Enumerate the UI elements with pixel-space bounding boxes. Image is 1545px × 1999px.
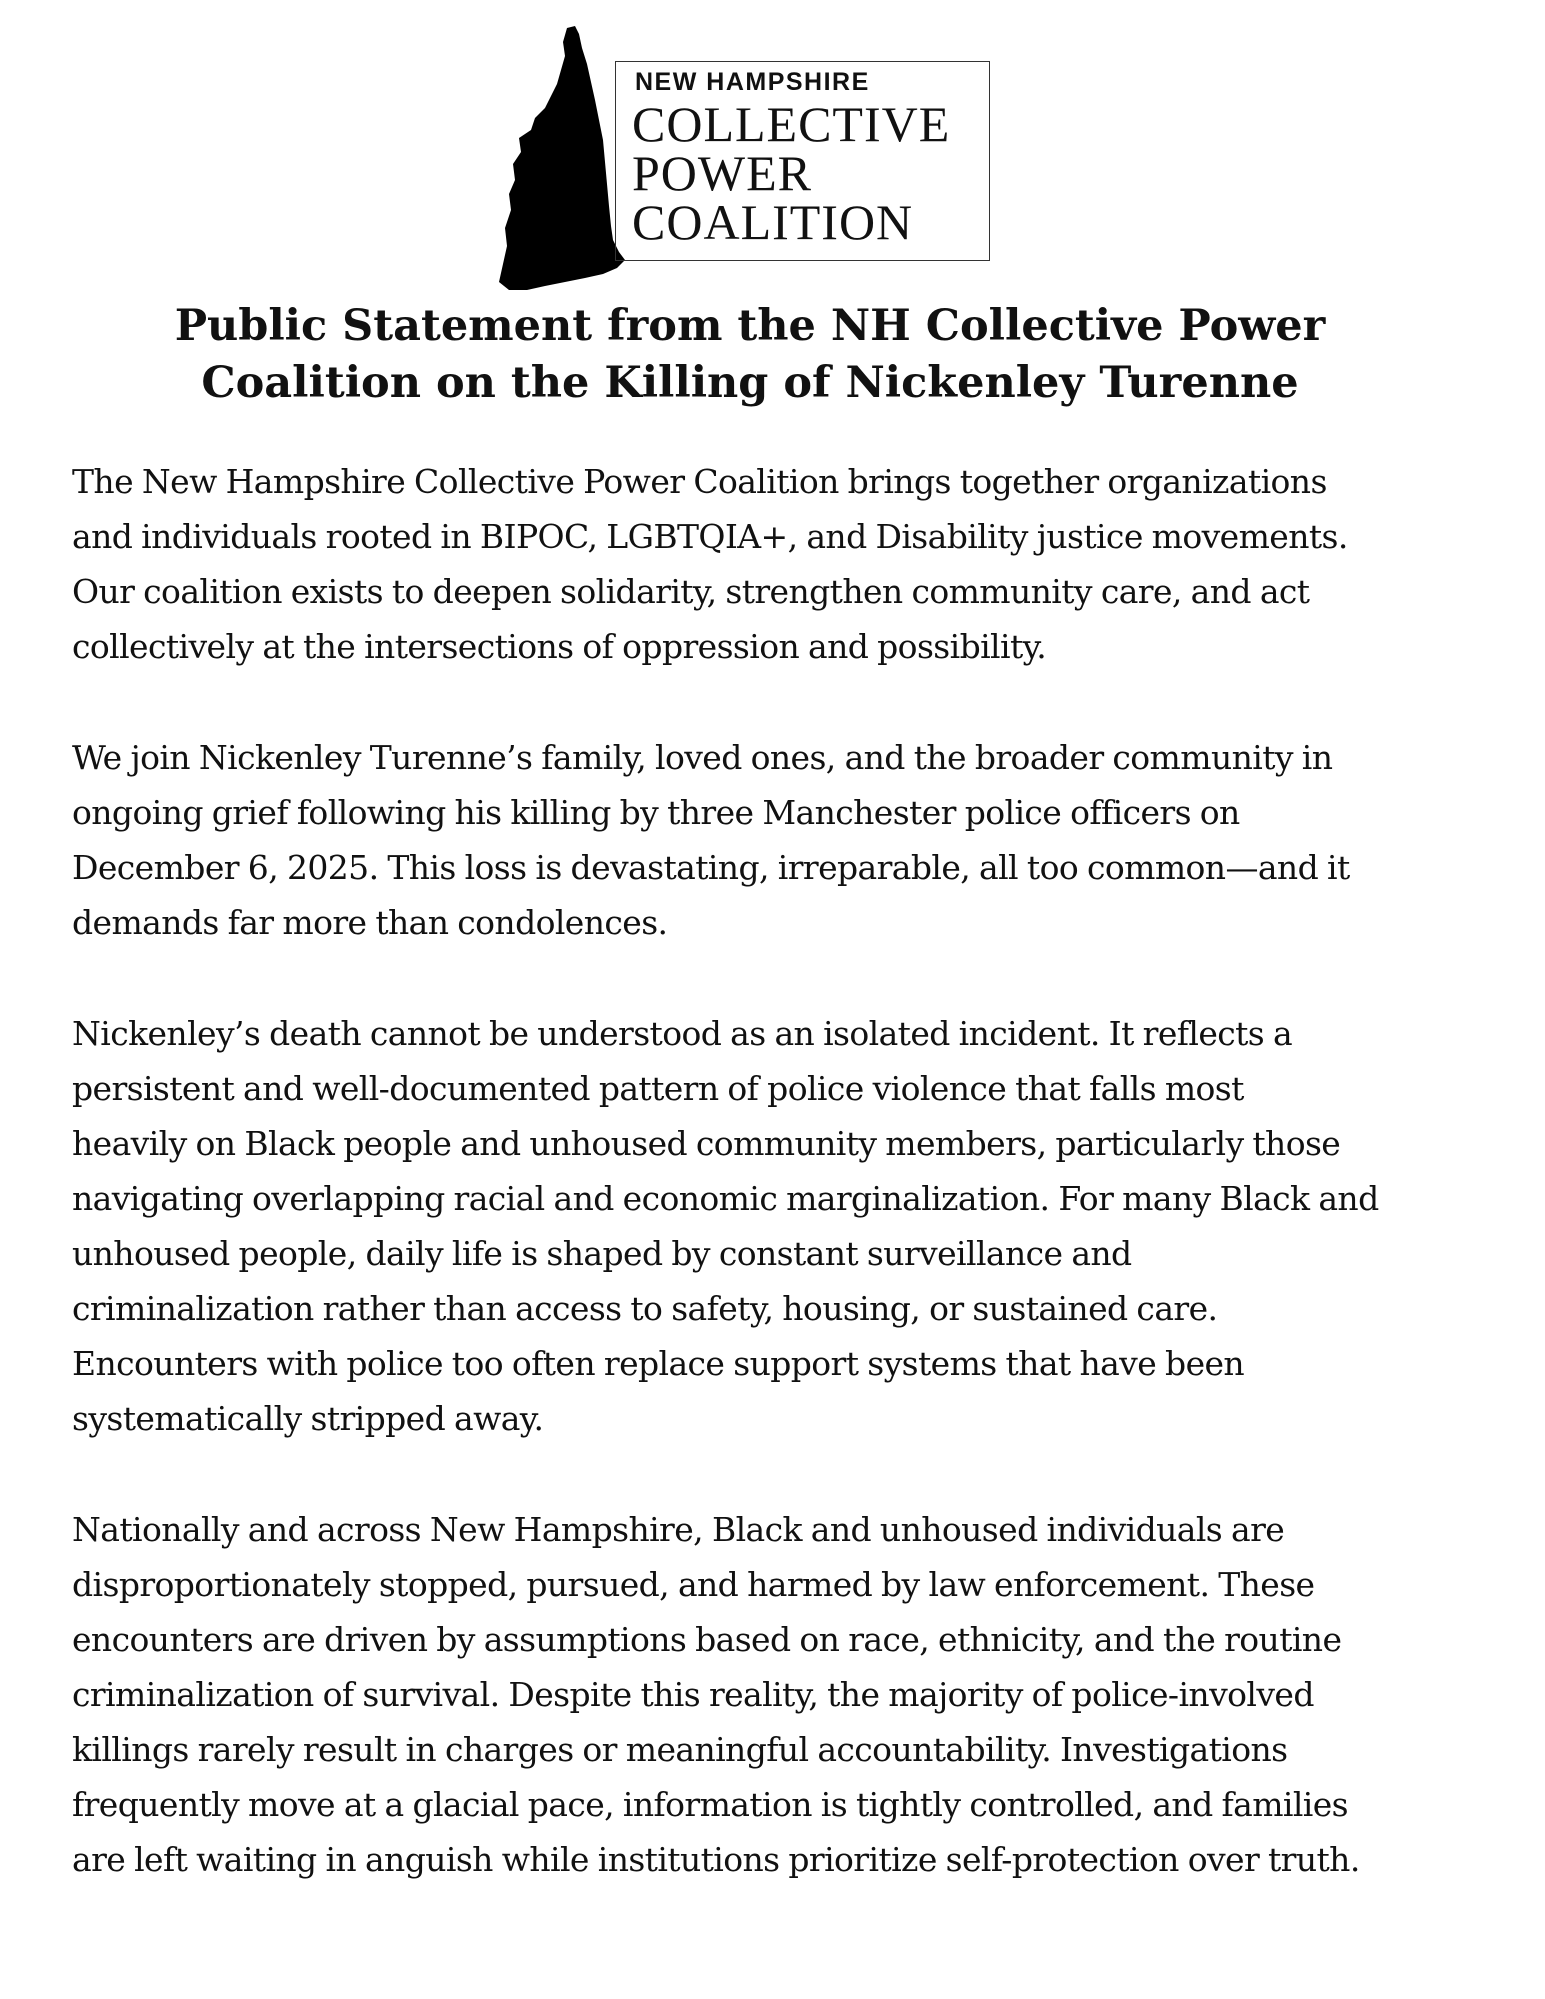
text-line: are left waiting in anguish while institutions prioritize self-protection over truth. <box>72 1840 1360 1879</box>
statement-body <box>72 454 1492 1943</box>
text-line: unhoused people, daily life is shaped by constant surveillance and <box>72 1234 1132 1273</box>
text-line: frequently move at a glacial pace, information is tightly controlled, and families <box>72 1785 1349 1824</box>
logo-word-power: POWER <box>632 145 812 201</box>
text-line: navigating overlapping racial and economic marginalization. For many Black and <box>72 1179 1379 1218</box>
text-line: persistent and well-documented pattern of police violence that falls most <box>72 1069 1244 1108</box>
text-line: encounters are driven by assumptions based on race, ethnicity, and the routine <box>72 1620 1342 1659</box>
paragraph-accountability <box>72 1502 1492 1887</box>
title-line: Coalition on the Killing of Nickenley Turenne <box>201 358 1299 408</box>
text-line: Encounters with police too often replace support systems that have been <box>72 1344 1245 1383</box>
text-line: Nationally and across New Hampshire, Black and unhoused individuals are <box>72 1510 1285 1549</box>
text-line: criminalization of survival. Despite this reality, the majority of police-involved <box>72 1675 1314 1714</box>
title-line: Public Statement from the NH Collective Power <box>174 301 1326 351</box>
text-line: systematically stripped away. <box>72 1399 544 1438</box>
text-line: The New Hampshire Collective Power Coalition brings together organizations <box>72 462 1327 501</box>
logo-word-coalition: COALITION <box>632 194 914 250</box>
paragraph-condolences <box>72 730 1492 950</box>
paragraph-coalition-intro <box>72 454 1492 674</box>
text-line: collectively at the intersections of oppression and possibility. <box>72 627 1047 666</box>
text-line: We join Nickenley Turenne’s family, loved ones, and the broader community in <box>72 738 1333 777</box>
page-title <box>60 298 1440 412</box>
text-line: Nickenley’s death cannot be understood as an isolated incident. It reflects a <box>72 1014 1293 1053</box>
text-line: and individuals rooted in BIPOC, LGBTQIA+, and Disability justice movements. <box>72 517 1348 556</box>
coalition-logo <box>495 24 1015 294</box>
logo-word-collective: COLLECTIVE <box>632 96 951 152</box>
text-line: Our coalition exists to deepen solidarity, strengthen community care, and act <box>72 572 1310 611</box>
text-line: disproportionately stopped, pursued, and harmed by law enforcement. These <box>72 1565 1315 1604</box>
logo-state-name: NEW HAMPSHIRE <box>635 68 870 96</box>
text-line: heavily on Black people and unhoused community members, particularly those <box>72 1124 1341 1163</box>
text-line: criminalization rather than access to safety, housing, or sustained care. <box>72 1289 1218 1328</box>
text-line: killings rarely result in charges or meaningful accountability. Investigations <box>72 1730 1288 1769</box>
text-line: demands far more than condolences. <box>72 903 668 942</box>
text-line: December 6, 2025. This loss is devastating, irreparable, all too common—and it <box>72 848 1350 887</box>
text-line: ongoing grief following his killing by three Manchester police officers on <box>72 793 1240 832</box>
paragraph-pattern-of-violence <box>72 1006 1492 1446</box>
